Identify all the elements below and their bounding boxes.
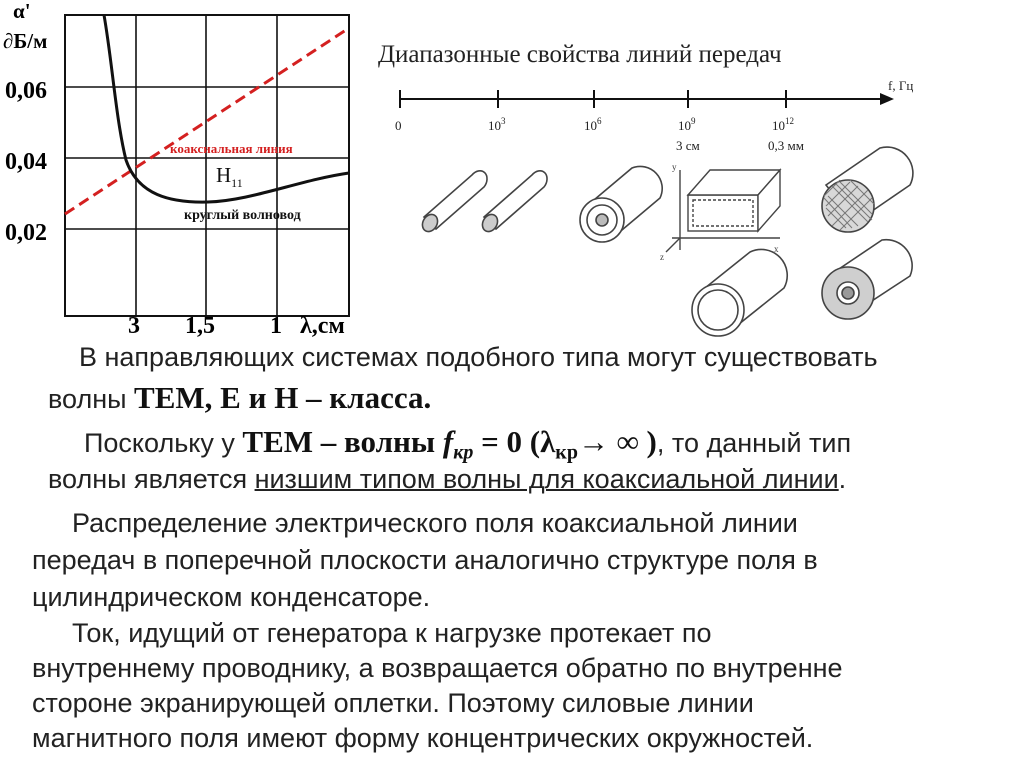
- mode-label: $H_{11}$: [216, 163, 243, 190]
- coax-label: коаксиальная линия: [170, 141, 293, 156]
- paragraph-field-distribution: [0, 508, 1024, 618]
- tick-label-1e6: $10^6$: [584, 116, 602, 133]
- p2-line-1-tail: , то данный тип: [656, 428, 852, 458]
- y-axis-label-unit: ∂Б/м: [3, 29, 48, 53]
- y-axis-label-top: α': [13, 0, 31, 23]
- p4-line-1: Ток, идущий от генератора к нагрузке протекает по: [72, 618, 712, 648]
- p4-line-2: внутреннему проводнику, а возвращается обратно по внутренне: [32, 653, 843, 683]
- range-title: Диапазонные свойства линий передач: [378, 41, 782, 68]
- p3-line-2: передач в поперечной плоскости аналогично структуре поля в: [32, 545, 818, 575]
- paragraph-current-flow: [0, 618, 1024, 766]
- two-wire-line-illustration: [419, 171, 547, 235]
- tick-sub-1e9: 3 см: [676, 138, 700, 153]
- plot-frame: [65, 15, 349, 316]
- p2-line-2-lead: волны является: [48, 464, 255, 494]
- equals-zero: = 0 (λ: [473, 424, 556, 459]
- attenuation-chart: [0, 0, 370, 340]
- f-symbol: f: [442, 424, 454, 459]
- y-tick-004: 0,04: [5, 149, 47, 175]
- coax-series-line: [65, 28, 349, 214]
- tick-sub-1e12: 0,3 мм: [768, 138, 804, 153]
- tick-label-1e3: $10^3$: [488, 116, 506, 133]
- tick-label-0: 0: [395, 118, 402, 133]
- coaxial-line-illustration: [580, 166, 662, 242]
- tem-wave-bold: ТЕМ – волны: [242, 424, 443, 459]
- tick-label-1e9: $10^9$: [678, 116, 696, 133]
- p1-line-2-lead: волны: [48, 384, 135, 414]
- frequency-range-diagram: [370, 20, 1024, 340]
- coated-guide-illustration: [822, 240, 912, 319]
- x-tick-15: 1,5: [185, 313, 215, 339]
- svg-text:z: z: [660, 252, 664, 262]
- p1-line-2: [48, 382, 431, 415]
- p3-line-1: Распределение электрического поля коаксиальной линии: [72, 508, 798, 538]
- circular-waveguide-illustration: [692, 249, 787, 336]
- axis-arrow-icon: [880, 93, 894, 105]
- rectangular-waveguide-illustration: [660, 162, 780, 262]
- p1-line-1: В направляющих системах подобного типа могут существовать: [79, 342, 878, 372]
- p2-line-2: [48, 464, 846, 495]
- lowest-mode-underlined: низшим типом волны для коаксиальной линии: [254, 464, 839, 494]
- f-subscript: кр: [453, 441, 474, 464]
- dielectric-guide-illustration: [822, 147, 913, 232]
- svg-text:y: y: [672, 162, 677, 172]
- y-tick-002: 0,02: [5, 220, 47, 246]
- x-axis-label: λ,см: [300, 313, 345, 339]
- p2-period: .: [838, 464, 847, 494]
- p3-line-3: цилиндрическом конденсаторе.: [32, 582, 431, 612]
- x-tick-1: 1: [270, 313, 282, 339]
- round-waveguide-label: круглый волновод: [184, 208, 301, 223]
- wave-classes-bold: ТЕМ, Е и Н – класса.: [134, 380, 432, 415]
- arrow-infinity: → ∞ ): [577, 424, 657, 459]
- p2-line-1: [84, 426, 851, 468]
- lambda-subscript: кр: [555, 441, 578, 464]
- y-tick-006: 0,06: [5, 78, 47, 104]
- paragraph-tem-cutoff: [0, 426, 1024, 498]
- p4-line-3: стороне экранирующей оплетки. Поэтому силовые линии: [32, 688, 754, 718]
- tick-label-1e12: $10^{12}$: [772, 116, 794, 133]
- svg-text:x: x: [774, 244, 779, 254]
- p2-lead: Поскольку у: [84, 428, 243, 458]
- x-tick-3: 3: [128, 313, 140, 339]
- axis-unit: f, Гц: [888, 78, 914, 93]
- paragraph-wave-classes: [0, 342, 1024, 422]
- p4-line-4: магнитного поля имеют форму концентрических окружностей.: [32, 723, 814, 753]
